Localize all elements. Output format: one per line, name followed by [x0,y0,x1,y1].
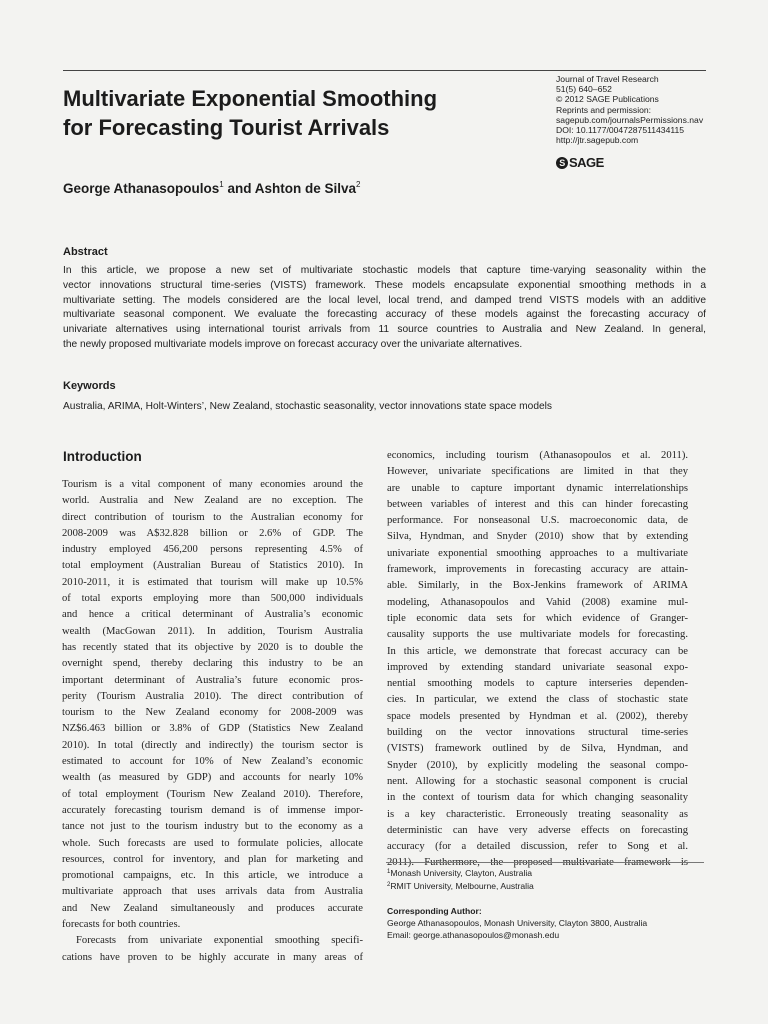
body-line: Forecasts from univariate exponential smoothing specifi- [76,935,363,947]
body-line: nent. Allowing for a stochastic seasonal component is crucial [387,775,688,787]
body-line: and hence a critical determinant of Australia’s economic [62,609,363,621]
body-line: causality supports the use multivariate models for forecasting. [387,629,688,641]
sage-logo-text: SAGE [569,155,604,170]
abstract-line: In this article, we propose a new set of multivariate stochastic models that capture time-varying seasonality within the [63,265,706,276]
intro-column-right [387,448,688,872]
body-line: total employment (Australian Bureau of Statistics 2010). In [62,560,363,572]
body-line: tance not just to the tourism industry but to the economy as a [62,821,363,833]
keywords-text: Australia, ARIMA, Holt-Winters’, New Zealand, stochastic seasonality, vector innovations state space models [63,401,553,412]
body-line: tourism to the New Zealand economy for 2008-2009 was [62,707,363,719]
affiliation-1-mark: 1 [387,869,391,875]
introduction-heading: Introduction [63,449,142,464]
body-line: economics, including tourism (Athanasopoulos et al. 2011). [387,450,688,461]
top-rule [63,70,706,71]
body-line: estimated to account for 10% of New Zealand’s economic [62,756,363,768]
body-line: forecasts for both countries. [62,919,181,931]
body-line: In this article, we demonstrate that forecast accuracy can be [387,645,688,657]
abstract-line: the newly proposed multivariate models improve on forecast accuracy over the univariate alternatives. [63,338,523,350]
body-line: resources, control for inventory, and plan for marketing and [62,853,363,865]
journal-line: DOI: 10.1177/0047287511434115 [556,125,685,136]
body-line: building on the vector innovations structural time-series [387,727,688,739]
body-line: nential smoothing models to capture interseries dependen- [387,678,688,690]
body-line: is a key characteristic. Erroneously treating seasonality as [387,808,688,820]
abstract-line: multivariate setting. The models considered are the local level, local trend, and damped trend VISTS models with an additive [63,294,706,306]
author-1-affiliation-mark: 1 [219,180,224,189]
author-2: Ashton de Silva [254,181,357,196]
author-connector: and [223,181,255,196]
author-2-affiliation-mark: 2 [356,180,361,189]
body-line: However, univariate specifications are limited in that they [387,466,688,478]
body-line: univariate exponential smoothing approaches to a multivariate [387,547,688,559]
body-line: perity (Tourism Australia 2010). The direct contribution of [62,690,363,702]
body-line: 2010-2011, it is estimated that tourism will make up 10.5% [62,576,363,588]
journal-line: © 2012 SAGE Publications [556,94,659,105]
abstract-line: multivariate seasonal component. We evaluate the forecasting accuracy of these models against the forecasting accuracy of [63,309,706,321]
body-line: Tourism is a vital component of many economies around the [62,479,363,490]
body-line: Silva, Hyndman, and Snyder (2010) show that by extending [387,531,688,543]
corresponding-author-address: George Athanasopoulos, Monash University, Clayton 3800, Australia [387,918,648,928]
corresponding-author-heading [387,906,482,917]
journal-line: sagepub.com/journalsPermissions.nav [556,114,704,125]
body-line: of total exports employing more than 500,000 individuals [62,593,363,605]
author-1: George Athanasopoulos [63,181,220,196]
intro-column-left [62,477,363,966]
keywords-heading: Keywords [63,380,116,392]
body-line: accurately forecasting tourism demand is of immense impor- [62,804,363,816]
body-line: (VISTS) framework outlined by de Silva, Hyndman, and [387,743,688,755]
body-line: deterministic can have very adverse effects on forecasting [387,824,688,836]
affiliation-1-text: Monash University, Clayton, Australia [390,868,533,878]
body-line: in the context of tourism data for which changing seasonality [387,792,688,804]
body-line: modeling, Athanasopoulos and Vahid (2008) examine mul- [387,596,688,608]
affiliation-2-text: RMIT University, Melbourne, Australia [390,881,534,891]
body-line: cies. In particular, we extend the class of stochastic state [387,694,688,706]
body-line: multivariate approach that uses arrivals data from Australia [62,886,363,898]
footnote-rule [386,862,704,863]
body-line: cations have proven to be highly accurate in many areas of [62,951,363,963]
abstract-line: vector innovations structural time-series (VISTS) framework. These models encapsulate exponential smoothing methods in a [63,279,706,291]
body-line: between variables of interest and this can hinder forecasting [387,498,688,510]
author-line [63,180,360,196]
journal-line: http://jtr.sagepub.com [556,135,639,146]
body-line: world. Australia and New Zealand are no exception. The [62,495,363,507]
title-line-2: for Forecasting Tourist Arrivals [63,115,390,140]
corresponding-author-email: Email: george.athanasopoulos@monash.edu [387,930,560,940]
article-title [63,84,513,142]
body-line: space models presented by Hyndman et al. (2002), thereby [387,710,688,722]
affiliation-1 [387,867,532,879]
body-line: 2008-2009 was A$32.828 billion or 2.6% of GDP. The [62,527,363,539]
body-line: industry employed 456,200 persons representing 4.5% of [62,544,363,556]
body-line: accuracy (for a detailed discussion, refer to Song et al. [387,841,688,853]
body-line: 2010). In total (directly and indirectly) the tourism sector is [62,739,363,751]
body-line: Snyder (2010), by explicitly modeling the seasonal compo- [387,759,688,771]
body-line: able. Similarly, in the Box-Jenkins framework of ARIMA [387,580,688,592]
sage-logo [556,155,604,170]
body-line: wealth (as measured by GDP) and accounts for nearly 10% [62,772,363,784]
body-line: framework, improvements in forecasting accuracy are attain- [387,564,688,576]
journal-line: Journal of Travel Research [556,74,659,84]
affiliation-2 [387,880,534,892]
body-line: improved by extending standard univariate seasonal expo- [387,661,688,673]
journal-line: 51(5) 640–652 [556,84,612,95]
body-line: NZ$6.463 billion or 3.8% of GDP (Statistics New Zealand [62,723,363,735]
body-line: direct contribution of tourism to the Australian economy for [62,511,363,523]
journal-info [556,74,736,145]
abstract-text [63,264,706,353]
abstract-line: univariate alternatives using international tourist arrivals from 11 source countries to Australia and New Zealand. In general, [63,324,706,336]
title-line-1: Multivariate Exponential Smoothing [63,86,438,111]
body-line: promotional campaigns, etc. In this article, we introduce a [62,870,363,882]
affiliation-2-mark: 2 [387,882,391,888]
body-line: important determinant of Australia’s future economic pros- [62,674,363,686]
body-line: are unable to capture important dynamic interrelationships [387,482,688,494]
body-line: performance. For nonseasonal U.S. macroeconomic data, de [387,515,688,527]
body-line: tiple economic data sets for which evidence of Granger- [387,612,688,624]
body-line: wealth (MacGowan 2011). In addition, Tourism Australia [62,625,363,637]
body-line: has recently stated that its objective by 2020 is to double the [62,641,363,653]
body-line: whole. Such forecasts are used to formulate policies, allocate [62,837,363,849]
sage-logo-icon: S [556,157,568,169]
body-line: and New Zealand simultaneously and produces accurate [62,902,363,914]
body-line: of total employment (Tourism New Zealand 2010). Therefore, [62,788,363,800]
abstract-heading: Abstract [63,246,108,258]
body-line: overnight spend, thereby declaring this industry to be an [62,658,363,670]
corresponding-author-label: Corresponding Author: [387,906,482,916]
journal-line: Reprints and permission: [556,104,652,115]
